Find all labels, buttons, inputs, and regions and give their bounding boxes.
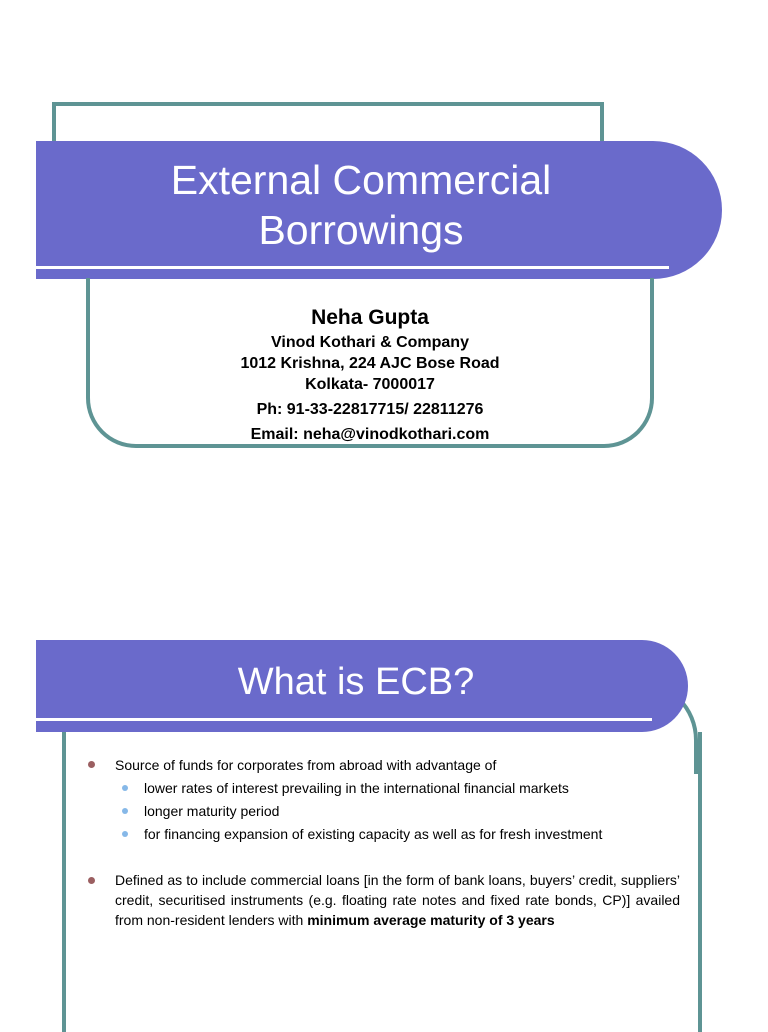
slide2-title-underline — [36, 718, 652, 721]
sub-bullet-dot-icon — [122, 831, 128, 837]
phone: Ph: 91-33-22817715/ 22811276 — [256, 401, 484, 418]
sub-bullet-dot-icon — [122, 785, 128, 791]
email: Email: neha@vinodkothari.com — [250, 426, 490, 443]
slide1-title — [36, 155, 686, 255]
slide1-title-line1: External Commercial — [170, 157, 552, 203]
sub-bullet-text: longer maturity period — [144, 803, 280, 819]
slide2-title: What is ECB? — [237, 661, 475, 703]
bullet-bold-text: minimum average maturity of 3 years — [307, 912, 555, 928]
sub-bullet-item — [88, 777, 680, 800]
bullet-item — [88, 870, 680, 930]
slide1-title-line2: Borrowings — [258, 207, 464, 253]
author-name: Neha Gupta — [311, 306, 429, 329]
sub-bullet-text: lower rates of interest prevailing in the international financial markets — [144, 780, 569, 796]
bullet-dot-icon — [88, 761, 95, 768]
bullet-dot-icon — [88, 877, 95, 884]
slide2-bullet-list — [88, 754, 680, 930]
address-line2: Kolkata- 7000017 — [305, 376, 435, 393]
sub-bullet-item — [88, 823, 680, 846]
sub-bullet-text: for financing expansion of existing capacity as well as for fresh investment — [144, 826, 603, 842]
address-line1: 1012 Krishna, 224 AJC Bose Road — [240, 355, 500, 372]
bullet-text: Source of funds for corporates from abroad with advantage of — [115, 757, 497, 773]
bullet-item — [88, 754, 680, 777]
slide1-contact-block — [86, 304, 654, 445]
slide1-title-underline — [36, 266, 669, 269]
sub-bullet-item — [88, 800, 680, 823]
bullet-text: Defined as to include commercial loans [in the form of bank loans, buyers’ credit, suppliers’ credit, securitised instruments (e.g. floating rate notes and fixed rate bonds, CP)] availed from non-resident lenders with — [115, 872, 680, 928]
sub-bullet-dot-icon — [122, 808, 128, 814]
company-name: Vinod Kothari & Company — [271, 334, 469, 351]
